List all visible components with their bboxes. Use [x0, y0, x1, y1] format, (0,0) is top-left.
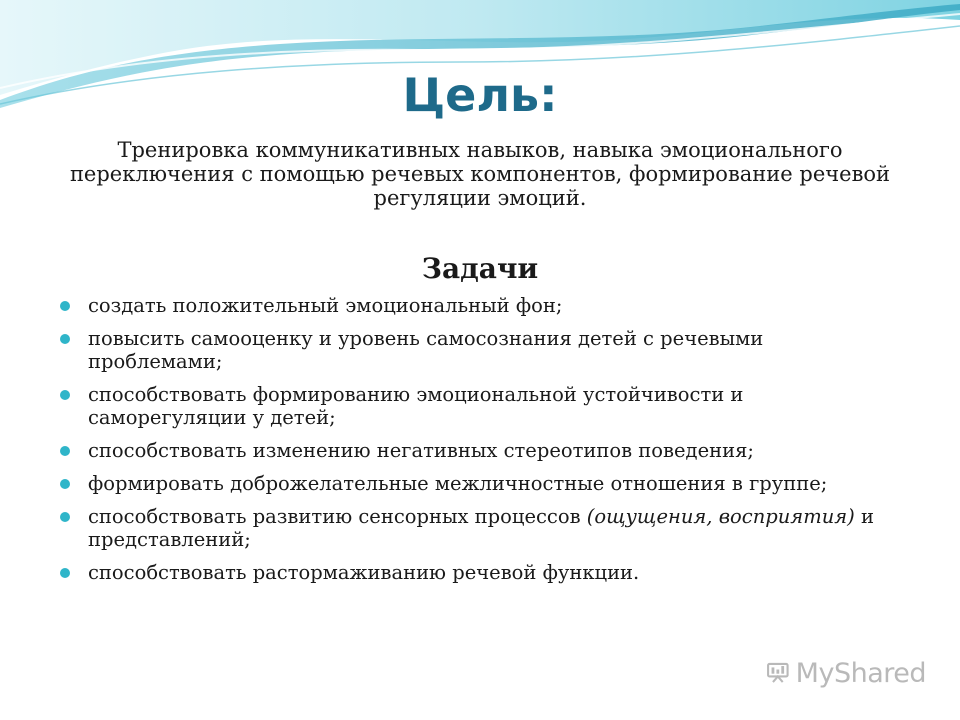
watermark-brand: MyShared: [795, 657, 926, 689]
task-item: [60, 505, 890, 551]
task-text: способствовать формированию эмоциональной устойчивости и саморегуляции у детей;: [88, 383, 744, 429]
watermark-logo: [766, 655, 926, 691]
slide-title: Цель:: [402, 68, 558, 122]
goal-text: Тренировка коммуникативных навыков, навыка эмоционального переключения с помощью речевых компонентов, формирование речевой регуляции эмоций.: [69, 138, 891, 210]
task-text-italic: (ощущения, восприятия): [586, 505, 855, 528]
bullet-icon: [60, 334, 70, 344]
task-item: [60, 472, 890, 495]
presentation-board-icon: [766, 658, 790, 688]
tasks-heading: Задачи: [421, 252, 539, 285]
task-text: повысить самооценку и уровень самосознания детей с речевыми проблемами;: [88, 327, 764, 373]
task-item: [60, 383, 890, 429]
bullet-icon: [60, 301, 70, 311]
task-text: способствовать изменению негативных стереотипов поведения;: [88, 439, 754, 462]
task-text-part: и представлений;: [88, 505, 874, 551]
task-item: [60, 294, 890, 317]
task-text: способствовать растормаживанию речевой функции.: [88, 561, 640, 584]
task-item: [60, 327, 890, 373]
bullet-icon: [60, 446, 70, 456]
bullet-icon: [60, 479, 70, 489]
task-item: [60, 561, 890, 584]
bullet-icon: [60, 568, 70, 578]
task-text-part: способствовать развитию сенсорных процессов: [88, 505, 587, 528]
task-item: [60, 439, 890, 462]
bullet-icon: [60, 390, 70, 400]
task-text: формировать доброжелательные межличностные отношения в группе;: [88, 472, 828, 495]
task-text: создать положительный эмоциональный фон;: [88, 294, 563, 317]
tasks-list: [60, 294, 890, 594]
bullet-icon: [60, 512, 70, 522]
